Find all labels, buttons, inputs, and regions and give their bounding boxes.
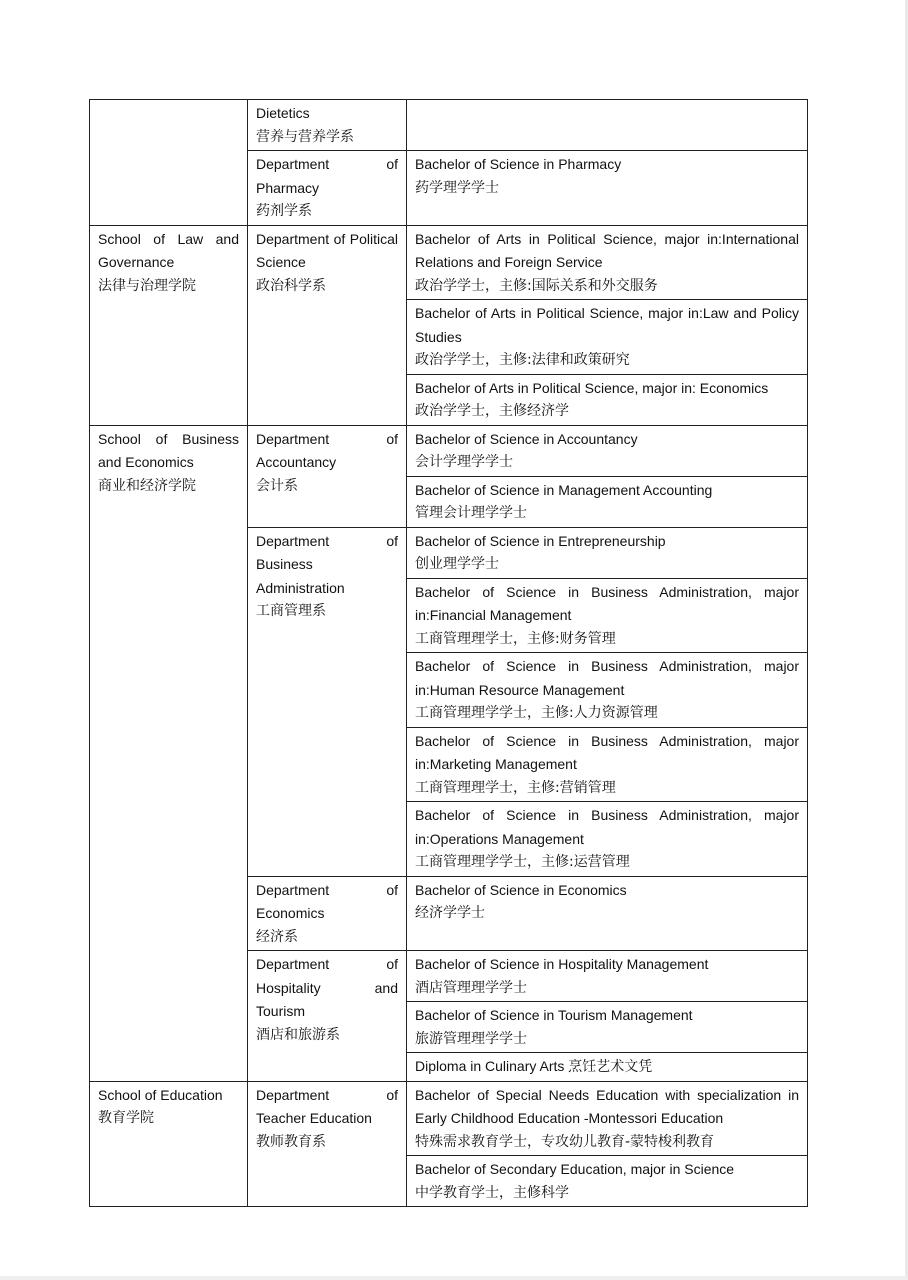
program-cell — [407, 1002, 808, 1053]
program-cell — [407, 578, 808, 653]
department-cell — [248, 425, 407, 527]
program-name-en: Diploma in Culinary Arts — [415, 1058, 565, 1074]
department-name-zh: 经济系 — [256, 928, 298, 945]
school-name-en: School of Business and Economics — [98, 430, 239, 470]
program-cell — [407, 1081, 808, 1156]
school-name-zh: 法律与治理学院 — [98, 277, 196, 294]
school-name-zh: 教育学院 — [98, 1110, 154, 1126]
program-name-en: Bachelor of Science in Business Administration, major in:Marketing Management — [415, 732, 799, 772]
program-name-zh: 工商管理理学学士，主修:人力资源管理 — [415, 705, 658, 721]
department-name-en: Department of Accountancy — [256, 430, 398, 470]
school-cell — [90, 425, 248, 1081]
program-name-en: Bachelor of Science in Business Administration, major in:Financial Management — [415, 583, 799, 623]
department-name-en: Dietetics — [256, 105, 310, 121]
program-cell — [407, 300, 808, 375]
program-name-en: Bachelor of Science in Tourism Management — [415, 1007, 693, 1023]
department-cell — [248, 1081, 407, 1207]
department-name-zh: 营养与营养学系 — [256, 128, 354, 145]
program-cell — [407, 802, 808, 877]
program-name-en: Bachelor of Science in Hospitality Management — [415, 956, 709, 972]
program-name-zh: 经济学学士 — [415, 905, 485, 921]
department-cell — [248, 876, 407, 951]
department-name-zh: 酒店和旅游系 — [256, 1026, 340, 1043]
department-cell — [248, 151, 407, 226]
department-name-zh: 会计系 — [256, 477, 298, 494]
department-name-zh: 教师教育系 — [256, 1133, 326, 1150]
school-name-en: School of Law and Governance — [98, 230, 239, 270]
program-cell — [407, 951, 808, 1002]
program-cell — [407, 100, 808, 151]
school-name-zh: 商业和经济学院 — [98, 477, 196, 494]
program-name-en: Bachelor of Arts in Political Science, major in: Economics — [415, 379, 769, 396]
school-cell — [90, 100, 248, 226]
department-cell — [248, 951, 407, 1082]
program-name-en: Bachelor of Arts in Political Science, major in:Law and Policy Studies — [415, 305, 799, 345]
department-name-en: Department of Business Administration — [256, 532, 398, 596]
department-cell — [248, 527, 407, 876]
program-cell — [407, 225, 808, 300]
program-name-zh: 烹饪艺术文凭 — [568, 1059, 653, 1075]
program-name-zh: 工商管理理学学士，主修:运营管理 — [415, 854, 630, 870]
department-name-en: Department of Political Science — [256, 230, 398, 270]
program-name-zh: 会计学理学学士 — [415, 454, 513, 470]
program-name-zh: 政治学学士，主修:法律和政策研究 — [415, 352, 630, 368]
program-name-en: Bachelor of Science in Entrepreneurship — [415, 532, 666, 549]
department-name-en: Department of Economics — [256, 881, 398, 921]
program-cell — [407, 876, 808, 951]
program-name-zh: 旅游管理理学学士 — [415, 1030, 527, 1047]
table-row — [90, 100, 808, 151]
program-name-zh: 创业理学学士 — [415, 556, 499, 572]
program-name-zh: 药学理学学士 — [415, 179, 499, 196]
program-name-zh: 工商管理理学士，主修:营销管理 — [415, 779, 616, 796]
program-name-en: Bachelor of Science in Accountancy — [415, 430, 638, 447]
program-cell — [407, 151, 808, 226]
department-name-en: Department of Teacher Education — [256, 1086, 398, 1126]
program-name-en: Bachelor of Secondary Education, major in Science — [415, 1161, 735, 1177]
department-name-zh: 药剂学系 — [256, 203, 312, 219]
program-name-en: Bachelor of Science in Economics — [415, 881, 627, 898]
department-name-en: Department of Pharmacy — [256, 156, 398, 196]
page-edge-bottom — [0, 1276, 908, 1280]
department-cell — [248, 100, 407, 151]
program-name-en: Bachelor of Science in Pharmacy — [415, 156, 622, 172]
program-cell — [407, 476, 808, 527]
program-name-zh: 管理会计理学学士 — [415, 505, 527, 521]
program-name-zh: 政治学学士，主修经济学 — [415, 403, 569, 419]
table-row — [90, 1081, 808, 1156]
program-name-en: Bachelor of Special Needs Education with specialization in Early Childhood Education -Montessori Education — [415, 1086, 799, 1126]
programs-table — [89, 99, 808, 1207]
program-cell — [407, 374, 808, 425]
department-name-zh: 政治科学系 — [256, 277, 326, 294]
program-cell — [407, 1156, 808, 1207]
program-name-en: Bachelor of Science in Business Administration, major in:Operations Management — [415, 807, 799, 847]
school-cell — [90, 225, 248, 425]
department-cell — [248, 225, 407, 425]
department-name-en: Department of Hospitality and Tourism — [256, 956, 398, 1019]
program-name-en: Bachelor of Science in Business Administration, major in:Human Resource Management — [415, 658, 799, 698]
program-cell — [407, 1053, 808, 1082]
program-name-en: Bachelor of Science in Management Accounting — [415, 481, 713, 498]
school-cell — [90, 1081, 248, 1207]
program-name-zh: 政治学学士，主修:国际关系和外交服务 — [415, 277, 658, 294]
program-cell — [407, 527, 808, 578]
program-name-en: Bachelor of Arts in Political Science, major in:International Relations and Foreign Service — [415, 230, 799, 270]
table-row — [90, 225, 808, 300]
table-row — [90, 425, 808, 476]
program-cell — [407, 653, 808, 728]
school-name-en: School of Education — [98, 1086, 223, 1103]
department-name-zh: 工商管理系 — [256, 603, 326, 619]
program-cell — [407, 727, 808, 802]
program-name-zh: 工商管理理学士，主修:财务管理 — [415, 630, 616, 647]
program-cell — [407, 425, 808, 476]
program-name-zh: 特殊需求教育学士，专攻幼儿教育-蒙特梭利教育 — [415, 1133, 715, 1150]
program-name-zh: 中学教育学士，主修科学 — [415, 1184, 569, 1201]
program-name-zh: 酒店管理理学学士 — [415, 979, 527, 996]
